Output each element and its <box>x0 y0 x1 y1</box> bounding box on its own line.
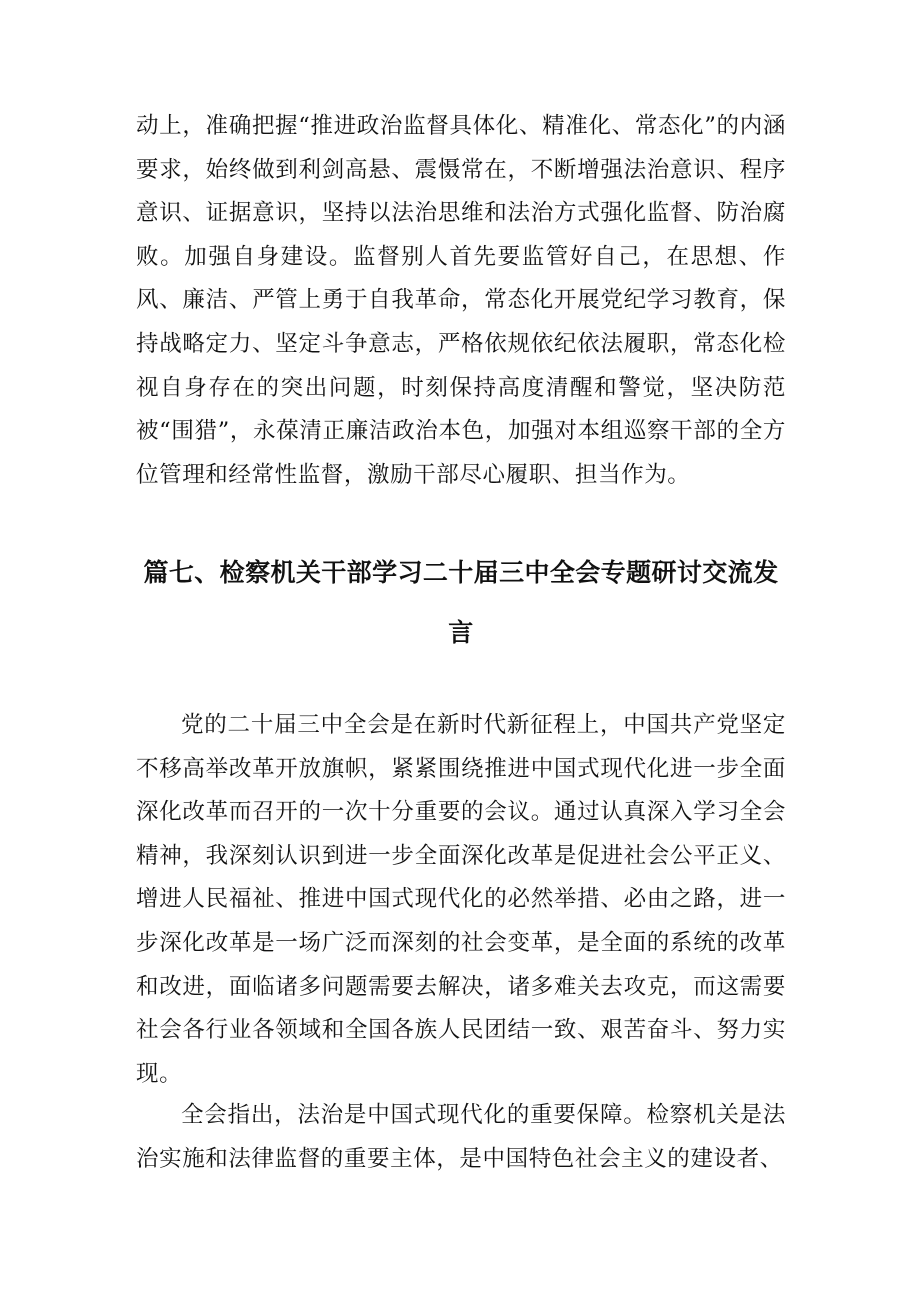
section-heading: 篇七、检察机关干部学习二十届三中全会专题研讨交流发言 <box>143 558 779 647</box>
continued-paragraph: 动上，准确把握“推进政治监督具体化、精准化、常态化”的内涵要求，始终做到利剑高悬、震慑常在，不断增强法治意识、程序意识、证据意识，坚持以法治思维和法治方式强化监督、防治腐败。加强自身建设。监督别人首先要监管好自己，在思想、作风、廉洁、严管上勇于自我革命，常态化开展党纪学习教育，保持战略定力、坚定斗争意志，严格依规依纪依法履职，常态化检视自身存在的突出问题，时刻保持高度清醒和警觉，坚决防范被“围猎”，永葆清正廉洁政治本色，加强对本组巡察干部的全方位管理和经常性监督，激励干部尽心履职、担当作为。 <box>136 113 786 488</box>
body-paragraph-1: 党的二十届三中全会是在新时代新征程上，中国共产党坚定不移高举改革开放旗帜，紧紧围绕推进中国式现代化进一步全面深化改革而召开的一次十分重要的会议。通过认真深入学习全会精神，我深刻认识到进一步全面深化改革是促进社会公平正义、增进人民福祉、推进中国式现代化的必然举措、必由之路，进一步深化改革是一场广泛而深刻的社会变革，是全面的系统的改革和改进，面临诸多问题需要去解决，诸多难关去攻克，而这需要社会各行业各领域和全国各族人民团结一致、艰苦奋斗、努力实现。 <box>136 712 786 1087</box>
body-paragraph-2: 全会指出，法治是中国式现代化的重要保障。检察机关是法治实施和法律监督的重要主体，是中国特色社会主义的建设者、 <box>136 1102 786 1172</box>
